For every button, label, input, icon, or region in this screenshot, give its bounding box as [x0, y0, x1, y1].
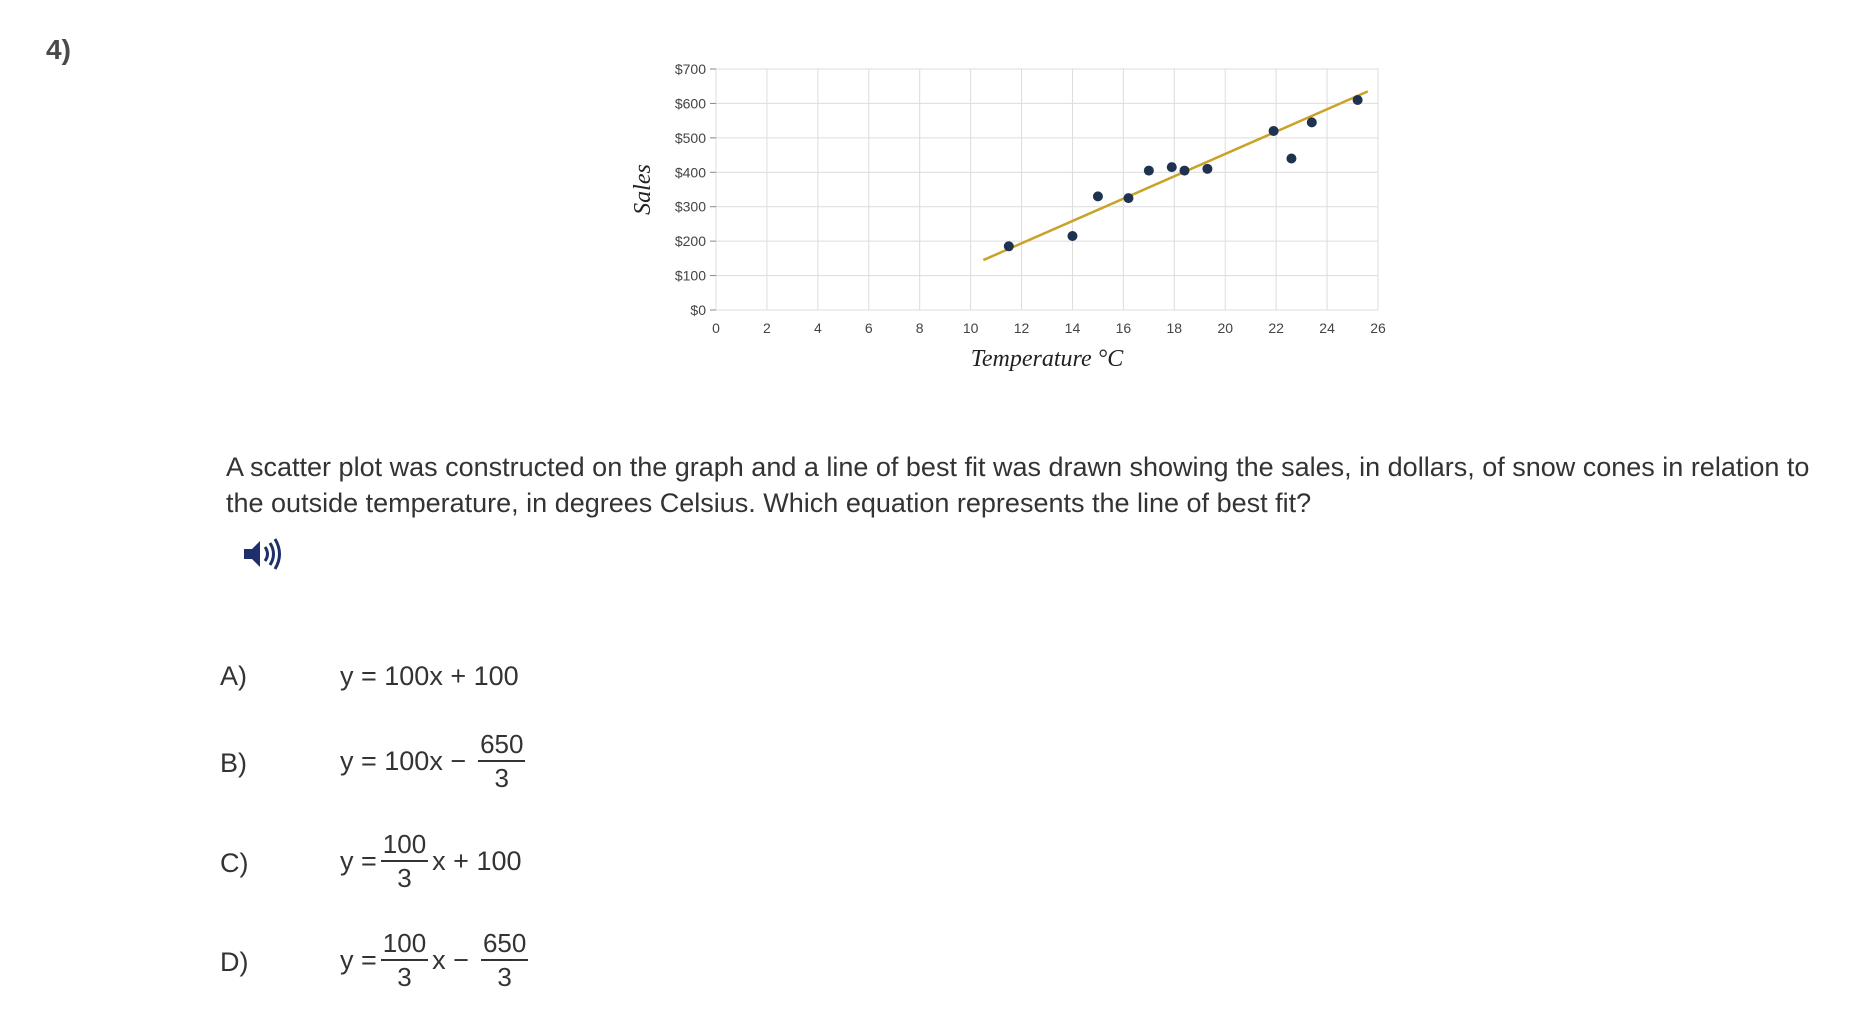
x-tick-label: 18: [1166, 320, 1183, 336]
x-tick-label: 24: [1319, 320, 1335, 336]
fraction: [481, 927, 528, 993]
y-tick-label: $400: [674, 164, 706, 181]
scatter-chart: [620, 52, 1420, 382]
choice-expression: [340, 828, 522, 894]
y-tick-label: $600: [674, 95, 706, 112]
choice-b[interactable]: [220, 728, 920, 798]
choice-letter: B): [220, 748, 247, 778]
y-tick-label: $700: [674, 61, 706, 77]
x-tick-label: 26: [1370, 320, 1386, 336]
x-tick-label: 2: [763, 320, 771, 336]
choice-expression: [340, 927, 532, 993]
y-tick-label: $300: [674, 198, 706, 215]
choice-letter: D): [220, 947, 249, 977]
expression-text: x + 100: [432, 845, 522, 876]
fraction-denominator: 3: [397, 863, 412, 893]
x-tick-label: 14: [1064, 320, 1081, 336]
audio-button[interactable]: [240, 534, 284, 574]
data-point: [1179, 166, 1189, 176]
data-point: [1307, 117, 1317, 127]
x-tick-label: 20: [1217, 320, 1234, 336]
y-tick-label: $500: [674, 129, 706, 146]
x-axis-label: Temperature °C: [970, 346, 1124, 372]
data-point: [1093, 191, 1103, 201]
x-tick-label: 16: [1115, 320, 1132, 336]
speaker-icon: [240, 534, 284, 574]
expression-text: x −: [432, 944, 469, 975]
question-number: 4): [46, 34, 71, 65]
choice-expression: [340, 661, 519, 692]
choice-expression: [340, 728, 529, 794]
choice-a[interactable]: [220, 645, 920, 715]
expression-text: y =: [340, 944, 377, 975]
data-point: [1353, 95, 1363, 105]
x-tick-label: 10: [962, 320, 979, 336]
choice-d[interactable]: [220, 927, 920, 997]
expression-text: y = 100x −: [340, 745, 467, 776]
y-tick-label: $100: [674, 267, 706, 284]
fraction-denominator: 3: [497, 962, 512, 992]
data-point: [1067, 231, 1077, 241]
fraction-denominator: 3: [397, 962, 412, 992]
plot-area: [716, 69, 1378, 310]
choice-letter: C): [220, 848, 249, 878]
fraction: [381, 828, 428, 894]
x-tick-label: 8: [915, 320, 924, 336]
choice-letter: A): [220, 661, 247, 691]
choice-c[interactable]: [220, 828, 920, 898]
fraction: [478, 728, 525, 794]
expression-text: y = 100x + 100: [340, 661, 519, 691]
expression-text: y =: [340, 845, 377, 876]
fraction-denominator: 3: [494, 763, 510, 793]
x-tick-label: 4: [813, 320, 822, 336]
fraction-numerator: 650: [481, 927, 528, 961]
fraction-numerator: 100: [381, 828, 428, 862]
x-tick-label: 12: [1013, 320, 1030, 336]
data-point: [1123, 193, 1133, 203]
data-point: [1004, 241, 1014, 251]
data-point: [1202, 164, 1212, 174]
x-tick-label: 22: [1268, 320, 1284, 336]
data-point: [1167, 162, 1177, 172]
x-tick-label: 6: [864, 320, 873, 336]
fraction: [381, 927, 428, 993]
x-tick-label: 0: [712, 320, 720, 336]
y-tick-label: $200: [674, 233, 706, 250]
data-point: [1144, 166, 1154, 176]
fraction-numerator: 100: [381, 927, 428, 961]
question-text: A scatter plot was constructed on the graph and a line of best fit was drawn showing the sales, in dollars, of snow cones in relation to the outside temperature, in degrees Celsius. Which equation represents the line of best fit?: [226, 452, 1810, 518]
y-tick-label: $0: [690, 302, 706, 318]
fraction-numerator: 650: [478, 728, 525, 762]
data-point: [1269, 126, 1279, 136]
chart-svg: [620, 52, 1420, 382]
y-axis-label: Sales: [630, 164, 656, 215]
data-point: [1286, 154, 1296, 164]
